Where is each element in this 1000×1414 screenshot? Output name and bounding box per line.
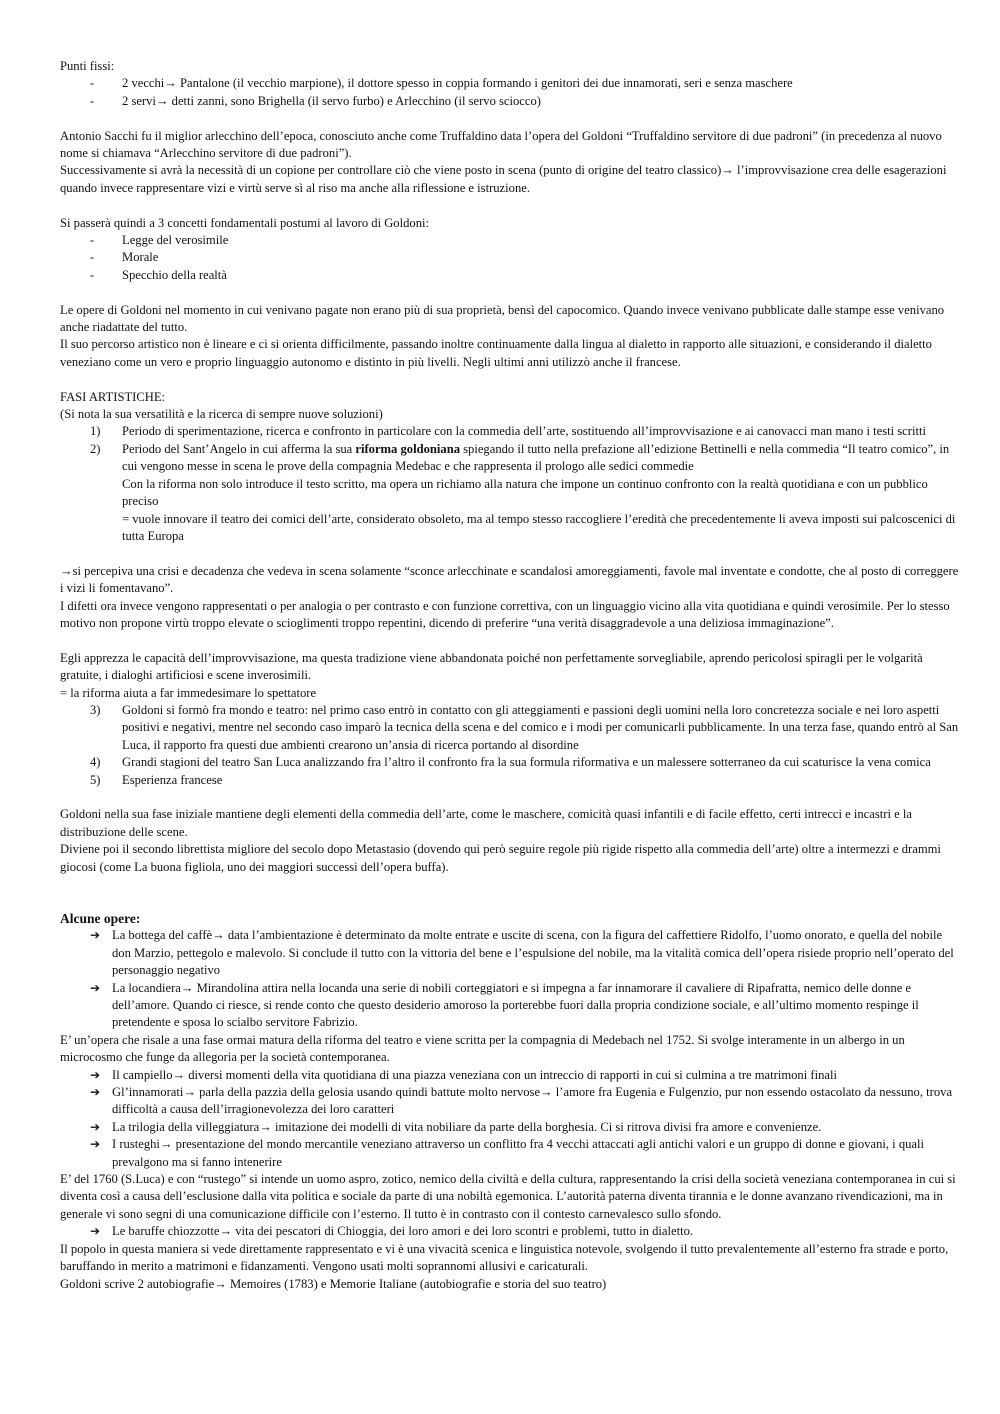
list-item [60,754,960,771]
fasi-list-continued [60,702,960,789]
alcune-opere-heading: Alcune opere: [60,910,141,926]
list-item: - Legge del verosimile [60,232,960,249]
paragraph-popolo: Il popolo in questa maniera si vede direttamente rappresentato e vi è una vivacità scenica e linguistica notevole, svolgendo il tutto prevalentemente all’esterno fra strade e porto, baruffando in merito a matrimoni e fidanzamenti. Vengono usati molti soprannomi allusivi e caricaturali. [60,1241,949,1274]
list-item [60,772,960,789]
arrow-bullet-icon: ➔ [90,1119,101,1134]
opere-list-a [60,927,960,1031]
opere-list-c [60,1223,960,1240]
list-item: - 2 vecchi→ Pantalone (il vecchio marpione), il dottore spesso in coppia formando i genitori dei due innamorati, seri e senza maschere [60,75,960,92]
list-item [60,1223,960,1240]
list-item: - Morale [60,249,960,266]
paragraph-copione: Successivamente si avrà la necessità di un copione per controllare ciò che viene posto in scena (punto di origine del teatro classico)→ l’improvvisazione crea delle esagerazioni quando invece rappresentare vizi e virtù serve sì al riso ma anche alla riflessione e istruzione. [60,163,947,195]
paragraph-locandiera: E’ un’opera che risale a una fase ormai matura della riforma del teatro e viene scritta per la compagnia di Medebach nel 1752. Si svolge interamente in un albergo in un microcosmo che funge da allegoria per la società contemporanea. [60,1032,905,1065]
paragraph-percorso: Il suo percorso artistico non è lineare e ci si orienta difficilmente, passando inoltre continuamente dalla lingua al dialetto in rapporto alle situazioni, e considerando il dialetto veneziano come un vero e proprio linguaggio autonomo e distinto in più livelli. Negli ultimi anni utilizzò anche il francese. [60,337,932,369]
paragraph-crisi: →si percepiva una crisi e decadenza che vedeva in scena solamente “sconce arlecchinate e scandalosi amoreggiamenti, favole mal inventate e condotte, che al posto di correggere i vizi li fomentavano”. [60,563,959,596]
item-text: Periodo di sperimentazione, ricerca e confronto in particolare con la commedia dell’arte, sostituendo all’improvvisazione e ai canovacci man mano i testi scritti [122,424,926,439]
list-item [60,980,960,1032]
item-text: Le baruffe chiozzotte→ vita dei pescatori di Chioggia, dei loro amori e dei loro scontri e problemi, tutto in dialetto. [112,1224,694,1239]
opere-list-b [60,1067,960,1171]
punti-fissi-list [60,75,960,110]
list-item [60,1136,960,1171]
list-item [60,441,960,545]
arrow-bullet-icon: ➔ [90,980,101,995]
list-item: - Specchio della realtà [60,267,960,284]
paragraph-rusteghi: E’ del 1760 (S.Luca) e con “rustego” si intende un uomo aspro, zotico, nemico della civiltà e della cultura, rappresentando la crisi della società veneziana contemporanea in cui si diventa così a causa dell’esclusione dalla vita politica e sociale da parte di una nobiltà egemonica. L’autorità paterna diventa tirannia e le donne avanzano rivendicazioni, ma in generale vi sono segni di una comunicazione difficile con l’esterno. Il tutto è in contrasto con il contesto carnevalesco sullo sfondo. [60,1172,956,1221]
paragraph-librettista: Diviene poi il secondo librettista migliore del secolo dopo Metastasio (dovendo qui però seguire regole più rigide rispetto alla commedia dell’arte) oltre a intermezzi e drammi giocosi (come La buona figliola, uno dei maggiori successi dell’opera buffa). [60,842,941,874]
concetti-list [60,232,960,284]
item-text: Periodo del Sant’Angelo in cui afferma la sua [122,441,356,456]
list-item [60,1084,960,1119]
riforma-goldoniana-bold: riforma goldoniana [355,441,460,456]
paragraph-sacchi: Antonio Sacchi fu il miglior arlecchino dell’epoca, conosciuto anche come Truffaldino data l’opera del Goldoni “Truffaldino servitore di due padroni” (in precedenza al nuovo nome si chiamava “Arlecchino servitore di due padroni”). [60,128,942,161]
item-text: I rusteghi→ presentazione del mondo mercantile veneziano attraverso un conflitto fra 4 vecchi attaccati agli antichi valori e un gruppo di donne e giovani, i quali prevalgono ma si fanno intenerire [112,1137,925,1169]
arrow-bullet-icon: ➔ [90,1137,101,1152]
fasi-list [60,423,960,545]
paragraph-improvvisazione: Egli apprezza le capacità dell’improvvisazione, ma questa tradizione viene abbandonata poiché non perfettamente sorvegliabile, aprendo pericolosi spiragli per le volgarità gratuite, i dialoghi artificiosi e scene inverosimili. [60,650,923,683]
punti-fissi-heading: Punti fissi: [60,59,115,73]
arrow-bullet-icon: ➔ [90,1224,101,1239]
paragraph-immedesimare: = la riforma aiuta a far immedesimare lo spettatore [60,685,317,700]
item-number: 5) [90,772,101,787]
list-item [60,927,960,979]
item-text: Esperienza francese [122,772,223,787]
item-text: Grandi stagioni del teatro San Luca analizzando fra l’altro il confronto fra la sua formula riformativa e un malessere sotterraneo da cui scaturisce la vena comica [122,755,931,770]
paragraph-autobiografie: Goldoni scrive 2 autobiografie→ Memoires (1783) e Memorie Italiane (autobiografie e storia del suo teatro) [60,1276,607,1291]
item-text: Goldoni si formò fra mondo e teatro: nel primo caso entrò in contatto con gli atteggiamenti e passioni degli uomini nella loro concretezza sociale e nei loro aspetti positivi e negativi, mentre nel secondo caso imparò la tecnica della scena e del comico e i modi per comunicarli pubblicamente. In una terza fase, quando entrò al San Luca, il rapporto fra questi due ambienti crearono un’ansia di ricerca portando al disordine [122,702,959,752]
arrow-bullet-icon: ➔ [90,1067,101,1082]
item-text: Il campiello→ diversi momenti della vita quotidiana di una piazza veneziana con un intreccio di rapporti in cui si culmina a tre matrimoni finali [112,1067,837,1082]
item-text: La locandiera→ Mirandolina attira nella locanda una serie di nobili corteggiatori e si impegna a far innamorare il cavaliere di Ripafratta, nemico delle donne e dell’amore. Quando ci riesce, si rende conto che questo desiderio amoroso la porterebbe fuori dalla propria condizione sociale, e all’ultimo momento respinge il pretendente e sposa lo scialbo servitore Fabrizio. [112,980,919,1030]
paragraph-opere-proprieta: Le opere di Goldoni nel momento in cui venivano pagate non erano più di sua proprietà, bensì del capocomico. Quando invece venivano pubblicate dalle stampe esse venivano anche riadattate del tutto. [60,302,945,335]
list-item [60,702,960,754]
list-item: - 2 servi→ detti zanni, sono Brighella (il servo furbo) e Arlecchino (il servo sciocco) [60,93,960,110]
item-text: La bottega del caffè→ data l’ambientazione è determinato da molte entrate e uscite di scena, con la figura del caffettiere Ridolfo, l’uomo onorato, e quella del nobile don Marzio, pettegolo e malevolo. Si conclude il tutto con la vittoria del bene e l’espulsione del nobile, ma la vitalità comica dell’opera risiede proprio nell’operato del personaggio negativo [112,928,954,978]
item-number: 2) [90,441,101,456]
paragraph-fase-iniziale: Goldoni nella sua fase iniziale mantiene degli elementi della commedia dell’arte, come le maschere, comicità quasi infantili e di facile effetto, certi intrecci e incastri e la distribuzione delle scene. [60,807,912,839]
item-text: Gl’innamorati→ parla della pazzia della gelosia usando quindi battute molto nervose→ l’amore fra Eugenia e Fulgenzio, pur non essendo ostacolato da nessuno, trova difficoltà a causa dell’irragionevolezza dei loro caratteri [112,1085,953,1117]
item-number: 1) [90,424,101,439]
paragraph-difetti: I difetti ora invece vengono rappresentati o per analogia o per contrasto e con funzione correttiva, con un linguaggio vicino alla vita quotidiana e quindi verosimile. Per lo stesso motivo non propone virtù troppo elevate o scioglimenti troppo repentini, dicendo di preferire “una verità disaggradevole a una deliziosa immaginazione”. [60,598,950,630]
item-text: Con la riforma non solo introduce il testo scritto, ma opera un richiamo alla natura che impone un continuo confronto con la realtà quotidiana e con un pubblico preciso [122,476,928,509]
item-text: La trilogia della villeggiatura→ imitazione dei modelli di vita nobiliare da parte della borghesia. Ci si ritrova divisi fra amore e convenienze. [112,1119,822,1134]
list-item [60,1119,960,1136]
item-number: 4) [90,755,101,770]
item-text: = vuole innovare il teatro dei comici dell’arte, considerato obsoleto, ma al tempo stesso raccogliere l’eredità che precedentemente li aveva imposti sui palcoscenici di tutta Europa [122,511,956,543]
arrow-bullet-icon: ➔ [90,1085,101,1100]
concetti-intro: Si passerà quindi a 3 concetti fondamentali postumi al lavoro di Goldoni: [60,215,429,230]
fasi-heading: FASI ARTISTICHE: [60,389,166,404]
list-item [60,1067,960,1084]
arrow-bullet-icon: ➔ [90,928,101,943]
fasi-note: (Si nota la sua versatilità e la ricerca di sempre nuove soluzioni) [60,407,383,422]
item-text: spiegando il tutto nella prefazione all’edizione Bettinelli e nella commedia “Il teatro comico”, in cui vengono messe in scena le prove della compagnia Medebac e che rappresenta il prologo alle sedici commedie [122,441,950,474]
item-number: 3) [90,702,101,717]
list-item [60,423,960,440]
